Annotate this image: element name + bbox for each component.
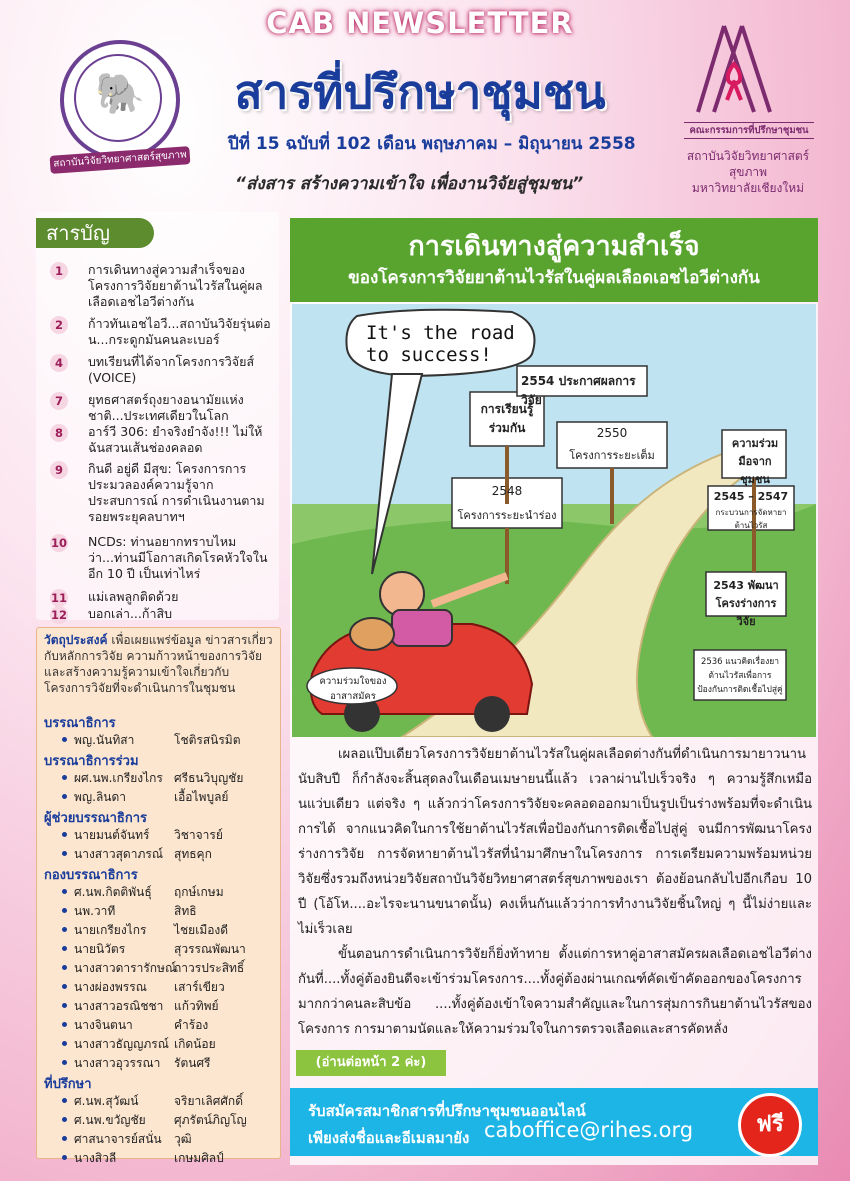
institute-line-2: มหาวิทยาลัยเชียงใหม่ (691, 181, 805, 195)
staff-name: นางสาวสุดาภรณ์ (74, 847, 163, 861)
toc-item-title: บอกเล่า...ก้าสิบ (88, 606, 173, 621)
staff-surname: เอื้อไพบูลย์ (174, 790, 229, 804)
sign-2548-year: 2548 (491, 484, 523, 498)
staff-surname: ไชยเมืองดี (174, 923, 229, 937)
staff-surname: รัตนศรี (174, 1056, 211, 1070)
car-label: ความร่วมใจของอาสาสมัคร (319, 676, 387, 702)
staff-name: นางสาวดารารักษณ์ (74, 961, 177, 975)
toc-item-title: ก้าวทันเอชไอวี...สถาบันวิจัยรุ่นต่อน...กระดูกมันคนละเบอร์ (88, 316, 271, 347)
cmu-logo (60, 40, 180, 160)
staff-name: นายนิวัตร (74, 942, 126, 956)
free-badge: ฟรี (738, 1093, 802, 1157)
staff-surname: จริยาเลิศศักดิ์ (174, 1094, 243, 1108)
staff-surname: สุวรรณพัฒนา (174, 942, 246, 956)
article-body (298, 742, 812, 1042)
staff-role-heading: บรรณาธิการ (44, 716, 116, 731)
staff-surname: วิชาจารย์ (174, 828, 223, 842)
cab-logo (694, 24, 774, 116)
staff-name: พญ.นันทิสา (74, 733, 135, 747)
article-headline: การเดินทางสู่ความสำเร็จ (408, 231, 700, 262)
staff-name: นางจินตนา (74, 1018, 133, 1032)
article-paragraph: ขั้นตอนการดำเนินการวิจัยก็ยิ่งท้าทาย ตั้งแต่การหาคู่อาสาสมัครผลเลือดเอชไอวีต่างกันที่....ทั้งคู่ต้องยินดีจะเข้าร่วมโครงการ....ทั้งคู่ต้องผ่านเกณฑ์คัดเข้าคัดออกของโครงการมากกว่าคนละสิบข้อ ....ทั้งคู่ต้องเข้าใจความสำคัญและในการสุ่มการกินยาต้านไวรัสของโครงการ การมาตามนัดและให้ความร่วมใจในการตรวจเลือดและสารคัดหลั่ง (298, 947, 812, 1037)
bullet-icon (62, 851, 67, 856)
bullet-icon (62, 794, 67, 799)
issue-line: ปีที่ 15 ฉบับที่ 102 เดือน พฤษภาคม – มิถุนายน 2558 (228, 134, 636, 154)
bullet-icon (62, 908, 67, 913)
bullet-icon (62, 927, 67, 932)
continue-reading: (อ่านต่อหน้า 2 ค่ะ) (296, 1050, 446, 1076)
article-paragraph: เผลอแป๊บเดียวโครงการวิจัยยาต้านไวรัสในคู่ผลเลือดต่างกันที่ดำเนินการมายาวนานนับสิบปี ก็กำลังจะสิ้นสุดลงในเดือนเมษายนนี้แล้ว เวลาผ่านไปเร็วจริง ๆ ความรู้สึกเหมือนแว่บเดียว แต่จริง ๆ แล้วกว่าโครงการวิจัยจะคลอดออกมาเป็นรูปเป็นร่างพร้อมที่จะดำเนินการได้ จากแนวคิดในการใช้ยาต้านไวรัสเพื่อป้องกันการติดเชื้อไปสู่คู่ จนมีการพัฒนาโครงร่างการวิจัย การจัดหายาต้านไวรัสที่นำมาศึกษาในโครงการ การเตรียมความพร้อมหน่วยวิจัยซึ่งรวมถึงหน่วยวิจัยสถาบันวิจัยวิทยาศาสตร์สุขภาพของเรา ต้องย้อนกลับไปอีกเกือบ 10 ปี (โอ้โห....อะไรจะนานขนาดนั้น) คงเห็นกันแล้วว่าการทำงานวิจัยชิ้นใหญ่ ๆ นี้ไม่ง่ายและไม่เร็วเลย (298, 747, 812, 937)
staff-role-heading: กองบรรณาธิการ (44, 868, 138, 883)
sign-2543: 2543 พัฒนาโครงร่างการวิจัย (713, 579, 779, 628)
subscribe-line-2: เพียงส่งชื่อและอีเมลมายัง (308, 1129, 470, 1147)
bullet-icon (62, 737, 67, 742)
staff-name: นางสาวอุวรรณา (74, 1056, 161, 1070)
objective (44, 632, 276, 696)
toc-page-number: 10 (50, 536, 67, 550)
bullet-icon (62, 984, 67, 989)
subscribe-email[interactable]: caboffice@rihes.org (484, 1118, 694, 1142)
toc-page-number: 11 (50, 591, 67, 605)
toc-heading: สารบัญ (36, 218, 154, 248)
toc-item-title: บทเรียนที่ได้จากโครงการวิจัยส์ (VOICE) (88, 354, 255, 385)
speech-bubble-text: It's the road to success! (366, 322, 515, 366)
staff-surname: เกิดน้อย (174, 1037, 216, 1051)
toc-item-title: NCDs: ท่านอยากทราบไหมว่า...ท่านมีโอกาสเกิดโรคหัวใจในอีก 10 ปี เป็นเท่าไหร่ (88, 534, 268, 581)
staff-surname: สิทธิ (174, 904, 197, 918)
staff-surname: ถาวรประสิทธิ์ (174, 961, 245, 975)
institute-line-1: สถาบันวิจัยวิทยาศาสตร์สุขภาพ (686, 149, 810, 179)
institute-name (668, 148, 828, 196)
toc-item-title: ยุทธศาสตร์ถุงยางอนามัยแห่งชาติ...ประเทศเดียวในโลก (88, 392, 244, 423)
bullet-icon (62, 889, 67, 894)
staff-surname: วุฒิ (174, 1132, 192, 1146)
objective-text: เพื่อเผยแพร่ข้อมูล ข่าวสารเกี่ยวกับหลักการวิจัย ความก้าวหน้าของการวิจัยและสร้างความรู้ความเข้าใจเกี่ยวกับโครงการวิจัยที่จะดำเนินการในชุมชน (44, 633, 273, 695)
sign-2536: 2536 แนวคิดเรื่องยาต้านไวรัสเพื่อการป้องกันการติดเชื้อไปสู่คู่ (697, 657, 783, 695)
toc-page-number: 12 (50, 608, 67, 622)
staff-name: นางผ่องพรรณ (74, 980, 147, 994)
newsletter-title: สารที่ปรึกษาชุมชน (234, 65, 606, 119)
bullet-icon (62, 775, 67, 780)
toc-item-title: กินดี อยู่ดี มีสุข: โครงการการประมวลองค์ความรู้จากประสบการณ์ การดำเนินงานตามรอยพระยุคลบาทฯ (88, 461, 265, 524)
bullet-icon (62, 946, 67, 951)
staff-role-heading: ที่ปรึกษา (44, 1077, 92, 1092)
toc-item-title: แม่เลพลูกติดด้วย (88, 589, 179, 604)
bullet-icon (62, 1060, 67, 1065)
sign-2545: 2545 – 2547 (713, 490, 789, 503)
toc-page-number: 1 (50, 262, 68, 280)
subscribe-line-1: รับสมัครสมาชิกสารที่ปรึกษาชุมชนออนไลน์ (308, 1102, 586, 1120)
slogan: “ส่งสาร สร้างความเข้าใจ เพื่องานวิจัยสู่ชุมชน” (235, 174, 584, 194)
toc-item-title: การเดินทางสู่ความสำเร็จของโครงการวิจัยยาต้านไวรัสในคู่ผลเลือดเอชไอวีต่างกัน (88, 262, 263, 309)
sign-2550-text: โครงการระยะเต็ม (569, 449, 655, 462)
staff-name: นายมนต์จันทร์ (74, 828, 150, 842)
staff-surname: สุทธคุก (174, 847, 212, 861)
sign-2548-text: โครงการระยะนำร่อง (457, 509, 557, 522)
sign-2550-year: 2550 (596, 426, 628, 440)
newsletter-series-title: CAB NEWSLETTER (266, 6, 574, 40)
toc-item-title: อาร์วี 306: ยำจริงยำจัง!!! ไม่ให้ฉันสวนเส้นช่องคลอด (88, 424, 263, 455)
staff-name: ศ.นพ.กิตติพันธุ์ (74, 885, 152, 899)
toc-page-number: 8 (50, 424, 68, 442)
staff-role-heading: บรรณาธิการร่วม (44, 754, 139, 769)
staff-name: ผศ.นพ.เกรียงไกร (74, 771, 163, 785)
article-subheadline: ของโครงการวิจัยยาต้านไวรัสในคู่ผลเลือดเอชไอวีต่างกัน (348, 268, 760, 288)
toc-page-number: 2 (50, 316, 68, 334)
sign-learning: การเรียนรู้ร่วมกัน (480, 402, 534, 435)
staff-surname: ฤกษ์เกษม (174, 885, 224, 899)
objective-label: วัตถุประสงค์ (44, 633, 108, 647)
staff-surname: ศรีธนวิบุญชัย (174, 771, 244, 785)
staff-name: พญ.ลินดา (74, 790, 127, 804)
sign-2554: 2554 ประกาศผลการวิจัย (521, 374, 636, 407)
staff-surname: เสาร์เขียว (174, 980, 225, 994)
toc-page-number: 9 (50, 461, 68, 479)
staff-name: นพ.วาที (74, 904, 116, 918)
staff-surname: เกษมศิลป์ (174, 1151, 224, 1165)
staff-name: นางสิวลี (74, 1151, 117, 1165)
staff-name: นายเกรียงไกร (74, 923, 147, 937)
bullet-icon (62, 1003, 67, 1008)
bullet-icon (62, 965, 67, 970)
bullet-icon (62, 1022, 67, 1027)
staff-role-heading: ผู้ช่วยบรรณาธิการ (44, 811, 148, 826)
sign-community-cooperation: ความร่วมมือจากชุมชน (731, 437, 779, 486)
bullet-icon (62, 1136, 67, 1141)
sign-2545-text: กระบวนการจัดหายาต้านไวรัส (715, 508, 787, 530)
staff-surname: คำร้อง (174, 1018, 209, 1032)
staff-name: นางสาวธัญญภรณ์ (74, 1037, 169, 1051)
staff-surname: โชติรสนิรมิต (174, 733, 241, 747)
staff-name: ศ.นพ.ขวัญชัย (74, 1113, 146, 1127)
staff-name: ศาสนาจารย์สนั่น (74, 1132, 162, 1146)
toc-page-number: 4 (50, 354, 68, 372)
staff-name: ศ.นพ.สุวัฒน์ (74, 1094, 139, 1108)
staff-surname: ศุภรัตน์ภิญโญ (174, 1113, 247, 1127)
toc-page-number: 7 (50, 392, 68, 410)
bullet-icon (62, 1155, 67, 1160)
bullet-icon (62, 1098, 67, 1103)
staff-name: นางสาวอรณิชชา (74, 999, 164, 1013)
bullet-icon (62, 832, 67, 837)
staff-surname: แก้วทิพย์ (174, 999, 219, 1013)
left-logo-caption: สถาบันวิจัยวิทยาศาสตร์สุขภาพ (50, 146, 191, 174)
cab-logo-label: คณะกรรมการที่ปรึกษาชุมชน (684, 122, 814, 139)
bullet-icon (62, 1117, 67, 1122)
bullet-icon (62, 1041, 67, 1046)
elephant-icon: 🐘 (95, 71, 145, 117)
road-to-success-cartoon (292, 304, 816, 737)
